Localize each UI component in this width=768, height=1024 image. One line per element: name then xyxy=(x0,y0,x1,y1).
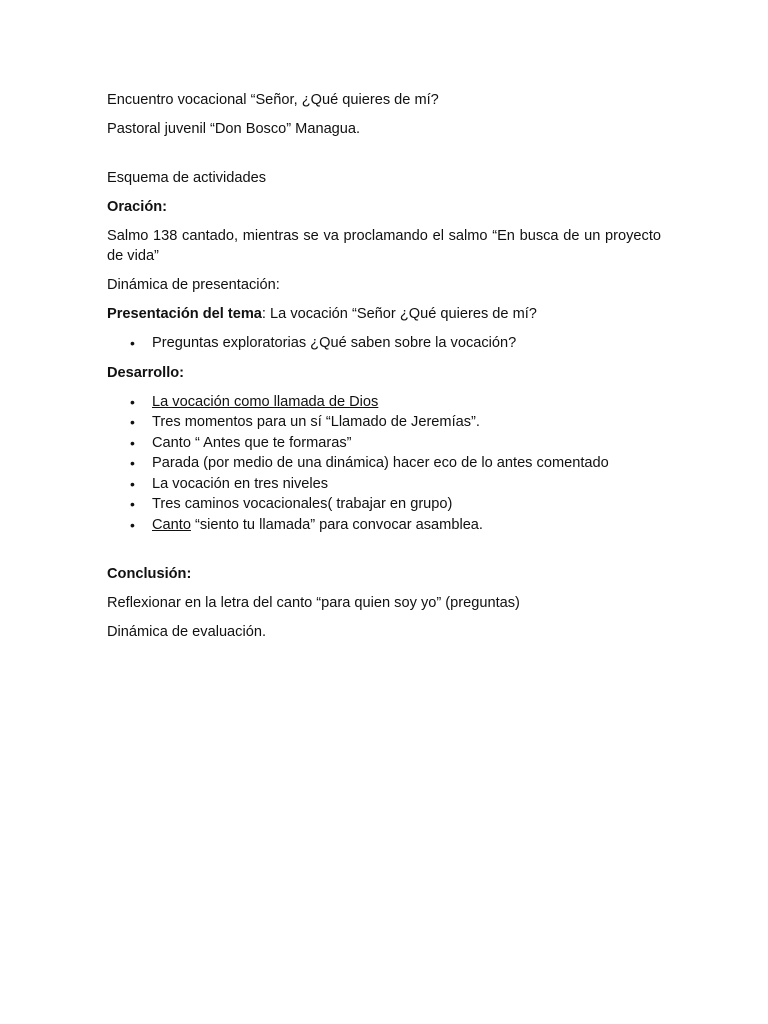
list-item xyxy=(107,494,661,515)
bullet-icon: • xyxy=(130,414,135,430)
document-title: Encuentro vocacional “Señor, ¿Qué quieres de mí? xyxy=(107,92,439,108)
presentacion-list xyxy=(107,333,661,354)
bullet-icon: • xyxy=(130,434,135,451)
evaluacion-text: Dinámica de evaluación. xyxy=(107,624,266,640)
bullet-icon: • xyxy=(130,455,135,471)
list-item-text-underlined: Canto xyxy=(152,516,191,533)
conclusion-heading: Conclusión: xyxy=(107,566,192,582)
conclusion-text: Reflexionar en la letra del canto “para quien soy yo” (preguntas) xyxy=(107,595,520,611)
list-item-text: La vocación en tres niveles xyxy=(152,475,329,492)
list-item xyxy=(107,453,661,474)
bullet-icon: • xyxy=(130,335,135,351)
list-item xyxy=(107,515,661,536)
bullet-icon: • xyxy=(130,516,135,533)
document-subtitle: Pastoral juvenil “Don Bosco” Managua. xyxy=(107,121,361,137)
list-item xyxy=(107,392,661,413)
presentacion-text: : La vocación “Señor ¿Qué quieres de mí? xyxy=(261,306,537,322)
list-item xyxy=(107,433,661,454)
desarrollo-heading: Desarrollo: xyxy=(107,364,185,381)
oracion-text: Salmo 138 cantado, mientras se va proclamando el salmo “En busca de un proyecto de vida” xyxy=(107,228,661,264)
desarrollo-list xyxy=(107,392,661,536)
list-item-text: Preguntas exploratorias ¿Qué saben sobre la vocación? xyxy=(152,335,517,351)
spacer xyxy=(107,148,661,168)
bullet-icon: • xyxy=(130,496,135,512)
schema-heading: Esquema de actividades xyxy=(107,170,267,186)
bullet-icon: • xyxy=(130,393,135,410)
document-page xyxy=(107,90,661,651)
list-item xyxy=(107,412,661,433)
oracion-heading: Oración: xyxy=(107,199,168,215)
spacer xyxy=(107,544,661,564)
list-item xyxy=(107,333,661,354)
list-item xyxy=(107,474,661,495)
list-item-text: Tres momentos para un sí “Llamado de Jeremías”. xyxy=(152,414,480,430)
presentacion-line xyxy=(107,304,661,324)
list-item-text: Parada (por medio de una dinámica) hacer eco de lo antes comentado xyxy=(152,455,609,471)
list-item-text: Tres caminos vocacionales( trabajar en grupo) xyxy=(152,496,453,512)
list-item-text: La vocación como llamada de Dios xyxy=(152,393,379,410)
presentacion-label: Presentación del tema xyxy=(107,306,262,322)
dinamica-presentacion: Dinámica de presentación: xyxy=(107,277,280,293)
bullet-icon: • xyxy=(130,475,135,492)
list-item-text: Canto “ Antes que te formaras” xyxy=(152,434,352,451)
list-item-text: “siento tu llamada” para convocar asamblea. xyxy=(190,516,483,533)
